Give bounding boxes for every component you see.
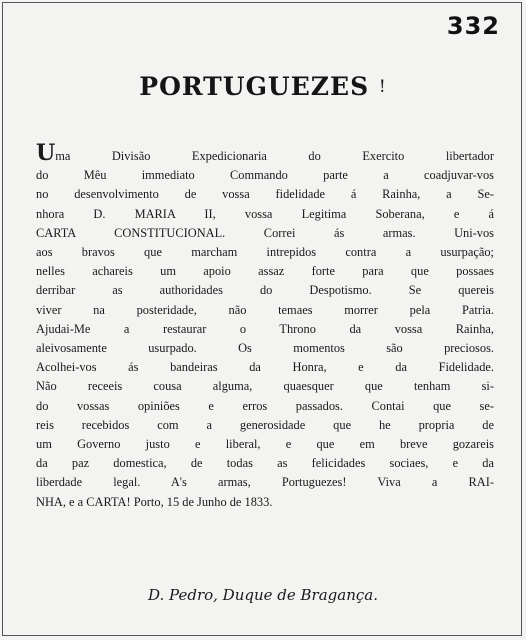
drop-cap: U [36,140,56,166]
signature: D. Pedro, Duque de Bragança. [148,586,378,604]
proclamation-title [0,72,526,101]
body-line: reis recebidos com a generosidade que he propria de [36,417,494,432]
body-line: aos bravos que marcham intrepidos contra a usurpação; [36,245,494,260]
body-line: Acolhei-vos ás bandeiras da Honra, e da Fidelidade. [36,360,494,375]
body-line: viver na posteridade, não temaes morrer pela Patria. [36,302,494,317]
body-line: derribar as authoridades do Despotismo. Se quereis [36,283,494,298]
body-line: um Governo justo e liberal, e que em breve gozareis [36,437,494,452]
body-line: nelles achareis um apoio assaz forte para que possaes [36,264,494,279]
body-line: Não receeis cousa alguma, quaesquer que tenham si- [36,379,494,394]
body-line [36,140,494,166]
body-line-last: NHA, e a CARTA! Porto, 15 de Junho de 1833. [36,494,273,509]
body-line: do Mêu immediato Commando parte a coadjuvar-vos [36,168,494,183]
proclamation-body [36,140,494,512]
body-line: CARTA CONSTITUCIONAL. Correi ás armas. Uni-vos [36,225,494,240]
body-line: aleivosamente usurpado. Os momentos são preciosos. [36,341,494,356]
page-number: 332 [446,12,500,40]
body-line: nhora D. MARIA II, vossa Legitima Soberana, e á [36,206,494,221]
title-text: PORTUGUEZES [139,72,370,101]
body-line: do vossas opiniões e erros passados. Contai que se- [36,398,494,413]
body-line: da paz domestica, de todas as felicidades sociaes, e da [36,456,494,471]
body-line: Ajudai-Me a restaurar o Throno da vossa Rainha, [36,321,494,336]
title-punctuation: ! [378,77,387,97]
body-line: liberdade legal. A's armas, Portuguezes! Viva a RAI- [36,475,494,490]
body-line-text: ma Divisão Expedicionaria do Exercito libertador [55,149,494,163]
body-line: no desenvolvimento de vossa fidelidade á Rainha, a Se- [36,187,494,202]
